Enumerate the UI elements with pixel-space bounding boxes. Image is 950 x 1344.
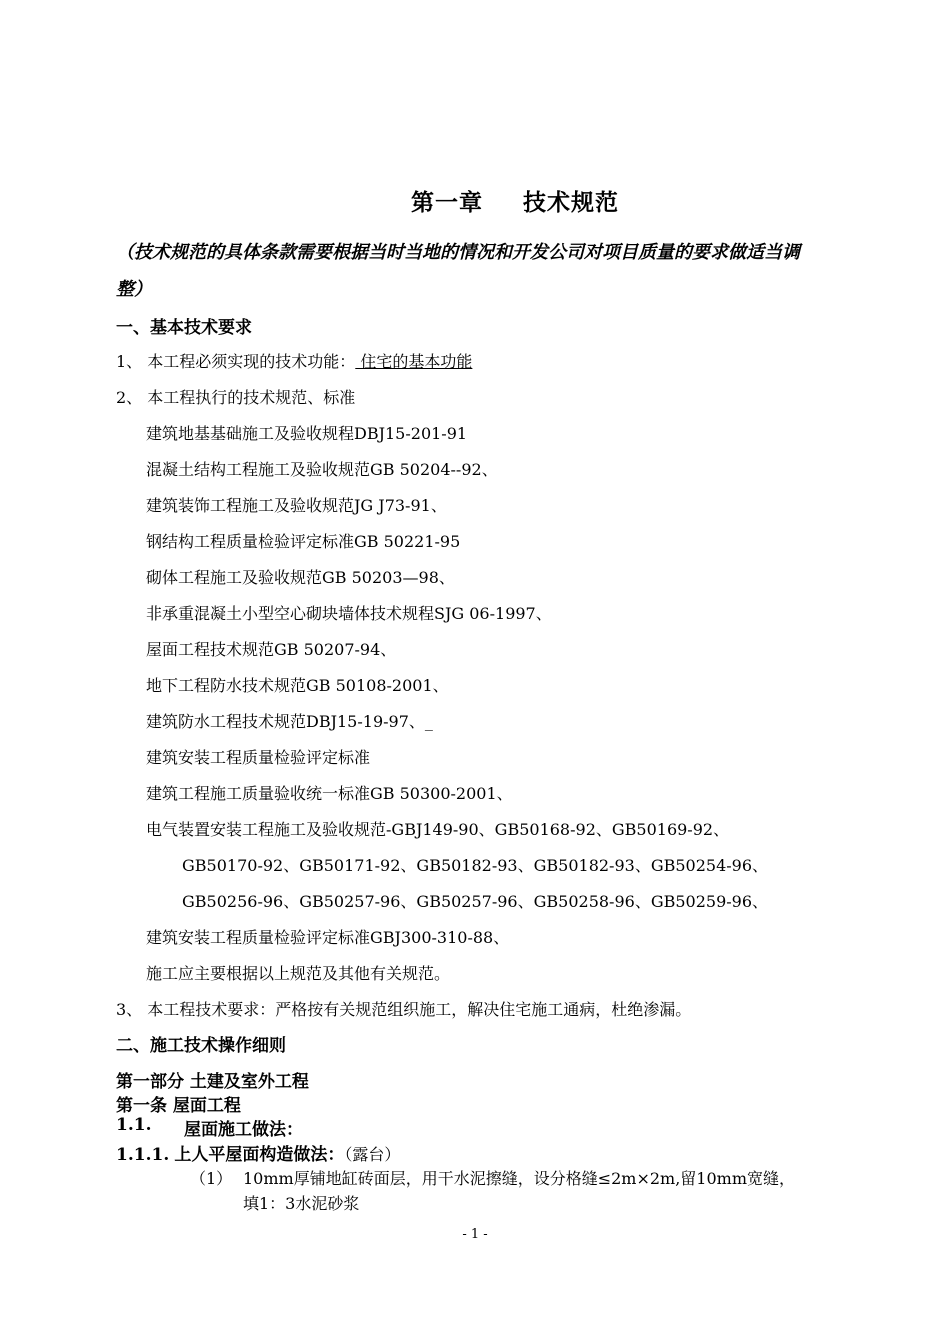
standard-item: 建筑工程施工质量验收统一标准GB 50300-2001、	[146, 784, 513, 803]
standard-item: 建筑安装工程质量检验评定标准	[146, 748, 371, 767]
standard-item: 钢结构工程质量检验评定标准GB 50221-95	[146, 532, 461, 551]
step-1-line-2: 填1：3水泥砂浆	[243, 1194, 360, 1213]
subsection-1-1-1-number: 1.1.1.	[116, 1145, 170, 1165]
chapter-number: 第一章	[411, 189, 483, 216]
standard-item: 砌体工程施工及验收规范GB 50203—98、	[146, 568, 455, 587]
subsection-1-1-title: 屋面施工做法：	[184, 1120, 303, 1140]
standard-item: 非承重混凝土小型空心砌块墙体技术规程SJG 06-1997、	[146, 604, 552, 623]
item-3: 3、 本工程技术要求：严格按有关规范组织施工，解决住宅施工通病，杜绝渗漏。	[116, 1000, 692, 1019]
standard-item: 地下工程防水技术规范GB 50108-2001、	[146, 676, 449, 695]
item-1	[116, 349, 472, 372]
note-line-1: （技术规范的具体条款需要根据当时当地的情况和开发公司对项目质量的要求做适当调	[116, 242, 800, 263]
subsection-1-1-1-note: （露台）	[344, 1145, 401, 1164]
subsection-1-1-1	[116, 1140, 400, 1165]
page-number: - 1 -	[462, 1227, 488, 1242]
standard-item: 电气装置安装工程施工及验收规范-GBJ149-90、GB50168-92、GB50169-92、	[146, 820, 730, 839]
step-1-number: （1）	[190, 1169, 233, 1188]
section1-heading: 一、基本技术要求	[116, 318, 252, 338]
standard-item: GB50170-92、GB50171-92、GB50182-93、GB50182-93、GB50254-96、	[182, 856, 769, 875]
subsection-1-1-number: 1.1.	[116, 1115, 152, 1135]
chapter-name: 技术规范	[523, 189, 619, 216]
item-2: 2、 本工程执行的技术规范、标准	[116, 388, 356, 407]
standard-item: 建筑装饰工程施工及验收规范JG J73-91、	[146, 496, 447, 515]
item-1-value: 住宅的基本功能	[355, 352, 473, 371]
standard-item: GB50256-96、GB50257-96、GB50257-96、GB50258-96、GB50259-96、	[182, 892, 769, 911]
item-1-label: 1、 本工程必须实现的技术功能：	[116, 352, 356, 371]
step-1-line-1: 10mm厚铺地缸砖面层，用干水泥擦缝，设分格缝≤2m×2m,留10mm宽缝，	[243, 1169, 796, 1188]
article-heading: 第一条 屋面工程	[116, 1096, 241, 1116]
note-line-2: 整）	[116, 279, 152, 300]
part-heading: 第一部分 土建及室外工程	[116, 1072, 309, 1092]
standard-item: 混凝土结构工程施工及验收规范GB 50204--92、	[146, 460, 498, 479]
standard-item: 施工应主要根据以上规范及其他有关规范。	[146, 964, 451, 983]
chapter-title	[0, 184, 950, 217]
subsection-1-1-1-title: 上人平屋面构造做法：	[174, 1145, 345, 1165]
standard-item: 建筑防水工程技术规范DBJ15-19-97、_	[146, 712, 433, 731]
standard-item: 屋面工程技术规范GB 50207-94、	[146, 640, 397, 659]
standard-item: 建筑地基基础施工及验收规程DBJ15-201-91	[146, 424, 468, 443]
standard-item: 建筑安装工程质量检验评定标准GBJ300-310-88、	[146, 928, 510, 947]
section2-heading: 二、施工技术操作细则	[116, 1036, 286, 1056]
